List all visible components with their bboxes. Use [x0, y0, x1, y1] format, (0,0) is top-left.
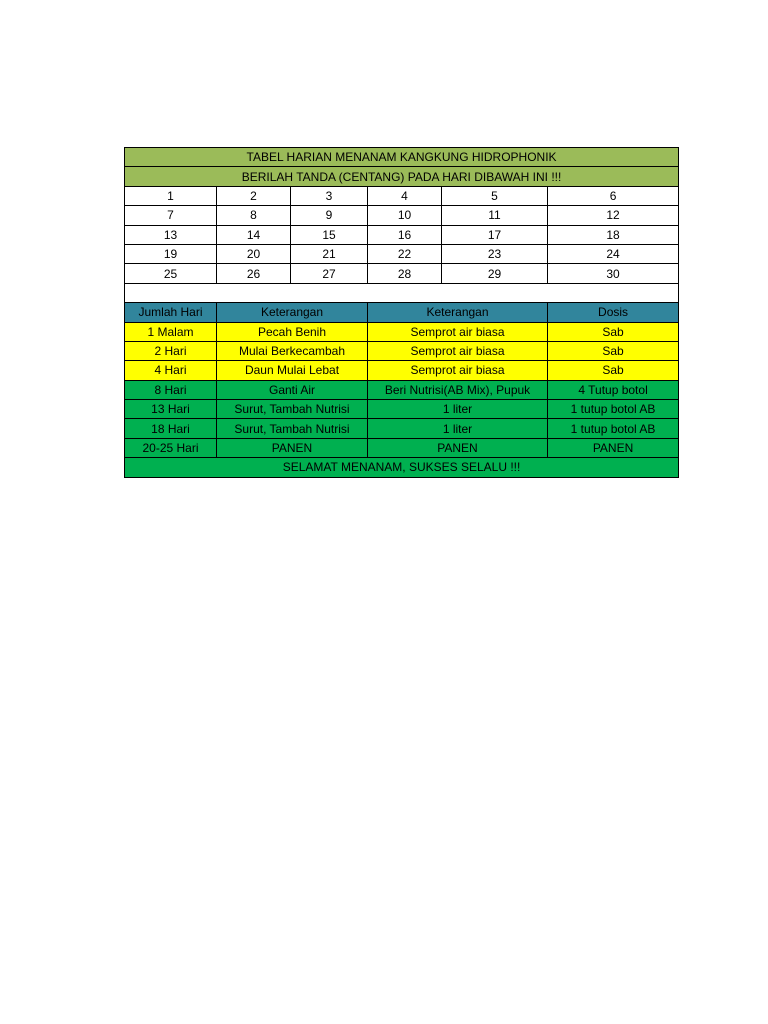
day-cell[interactable]: 1: [125, 186, 217, 205]
schedule-header-row: [125, 303, 679, 322]
day-cell[interactable]: 9: [291, 206, 368, 225]
table-row: [125, 400, 679, 419]
cell-description: Surut, Tambah Nutrisi: [217, 400, 368, 419]
cell-dose: PANEN: [548, 438, 679, 457]
spacer-cell: [125, 283, 679, 302]
day-cell[interactable]: 19: [125, 244, 217, 263]
cell-action: Semprot air biasa: [368, 361, 548, 380]
cell-action: Beri Nutrisi(AB Mix), Pupuk: [368, 380, 548, 399]
table-row: [125, 341, 679, 360]
day-row: [125, 186, 679, 205]
planting-schedule-table: [124, 147, 679, 478]
table-subtitle: BERILAH TANDA (CENTANG) PADA HARI DIBAWAH INI !!!: [125, 167, 679, 186]
table-row: [125, 419, 679, 438]
cell-days: 4 Hari: [125, 361, 217, 380]
cell-description: PANEN: [217, 438, 368, 457]
table-row: [125, 380, 679, 399]
day-cell[interactable]: 29: [442, 264, 548, 283]
cell-description: Pecah Benih: [217, 322, 368, 341]
subtitle-row: [125, 167, 679, 186]
day-cell[interactable]: 11: [442, 206, 548, 225]
cell-action: Semprot air biasa: [368, 341, 548, 360]
cell-days: 2 Hari: [125, 341, 217, 360]
cell-days: 20-25 Hari: [125, 438, 217, 457]
spacer-row: [125, 283, 679, 302]
day-cell[interactable]: 24: [548, 244, 679, 263]
cell-action: Semprot air biasa: [368, 322, 548, 341]
cell-days: 13 Hari: [125, 400, 217, 419]
cell-description: Daun Mulai Lebat: [217, 361, 368, 380]
day-cell[interactable]: 21: [291, 244, 368, 263]
day-cell[interactable]: 6: [548, 186, 679, 205]
header-keterangan: Keterangan: [217, 303, 368, 322]
footer-message: SELAMAT MENANAM, SUKSES SELALU !!!: [125, 458, 679, 477]
day-cell[interactable]: 15: [291, 225, 368, 244]
day-row: [125, 244, 679, 263]
day-row: [125, 264, 679, 283]
day-row: [125, 206, 679, 225]
day-cell[interactable]: 28: [368, 264, 442, 283]
cell-days: 1 Malam: [125, 322, 217, 341]
cell-action: 1 liter: [368, 419, 548, 438]
day-cell[interactable]: 8: [217, 206, 291, 225]
day-cell[interactable]: 27: [291, 264, 368, 283]
table-title: TABEL HARIAN MENANAM KANGKUNG HIDROPHONIK: [125, 148, 679, 167]
day-cell[interactable]: 26: [217, 264, 291, 283]
footer-row: [125, 458, 679, 477]
cell-days: 8 Hari: [125, 380, 217, 399]
day-cell[interactable]: 10: [368, 206, 442, 225]
cell-dose: 1 tutup botol AB: [548, 400, 679, 419]
cell-action: 1 liter: [368, 400, 548, 419]
cell-dose: 4 Tutup botol: [548, 380, 679, 399]
header-jumlah-hari: Jumlah Hari: [125, 303, 217, 322]
day-cell[interactable]: 22: [368, 244, 442, 263]
day-cell[interactable]: 17: [442, 225, 548, 244]
cell-description: Surut, Tambah Nutrisi: [217, 419, 368, 438]
day-cell[interactable]: 16: [368, 225, 442, 244]
cell-action: PANEN: [368, 438, 548, 457]
title-row: [125, 148, 679, 167]
table-row: [125, 322, 679, 341]
day-cell[interactable]: 20: [217, 244, 291, 263]
cell-description: Ganti Air: [217, 380, 368, 399]
table-row: [125, 361, 679, 380]
day-cell[interactable]: 3: [291, 186, 368, 205]
day-cell[interactable]: 2: [217, 186, 291, 205]
cell-description: Mulai Berkecambah: [217, 341, 368, 360]
day-cell[interactable]: 5: [442, 186, 548, 205]
day-cell[interactable]: 14: [217, 225, 291, 244]
cell-days: 18 Hari: [125, 419, 217, 438]
day-cell[interactable]: 13: [125, 225, 217, 244]
day-cell[interactable]: 23: [442, 244, 548, 263]
day-row: [125, 225, 679, 244]
cell-dose: Sab: [548, 361, 679, 380]
table-row: [125, 438, 679, 457]
day-cell[interactable]: 12: [548, 206, 679, 225]
day-cell[interactable]: 4: [368, 186, 442, 205]
cell-dose: Sab: [548, 322, 679, 341]
cell-dose: 1 tutup botol AB: [548, 419, 679, 438]
day-cell[interactable]: 7: [125, 206, 217, 225]
day-cell[interactable]: 18: [548, 225, 679, 244]
cell-dose: Sab: [548, 341, 679, 360]
header-dosis: Dosis: [548, 303, 679, 322]
day-cell[interactable]: 30: [548, 264, 679, 283]
day-cell[interactable]: 25: [125, 264, 217, 283]
header-keterangan-2: Keterangan: [368, 303, 548, 322]
